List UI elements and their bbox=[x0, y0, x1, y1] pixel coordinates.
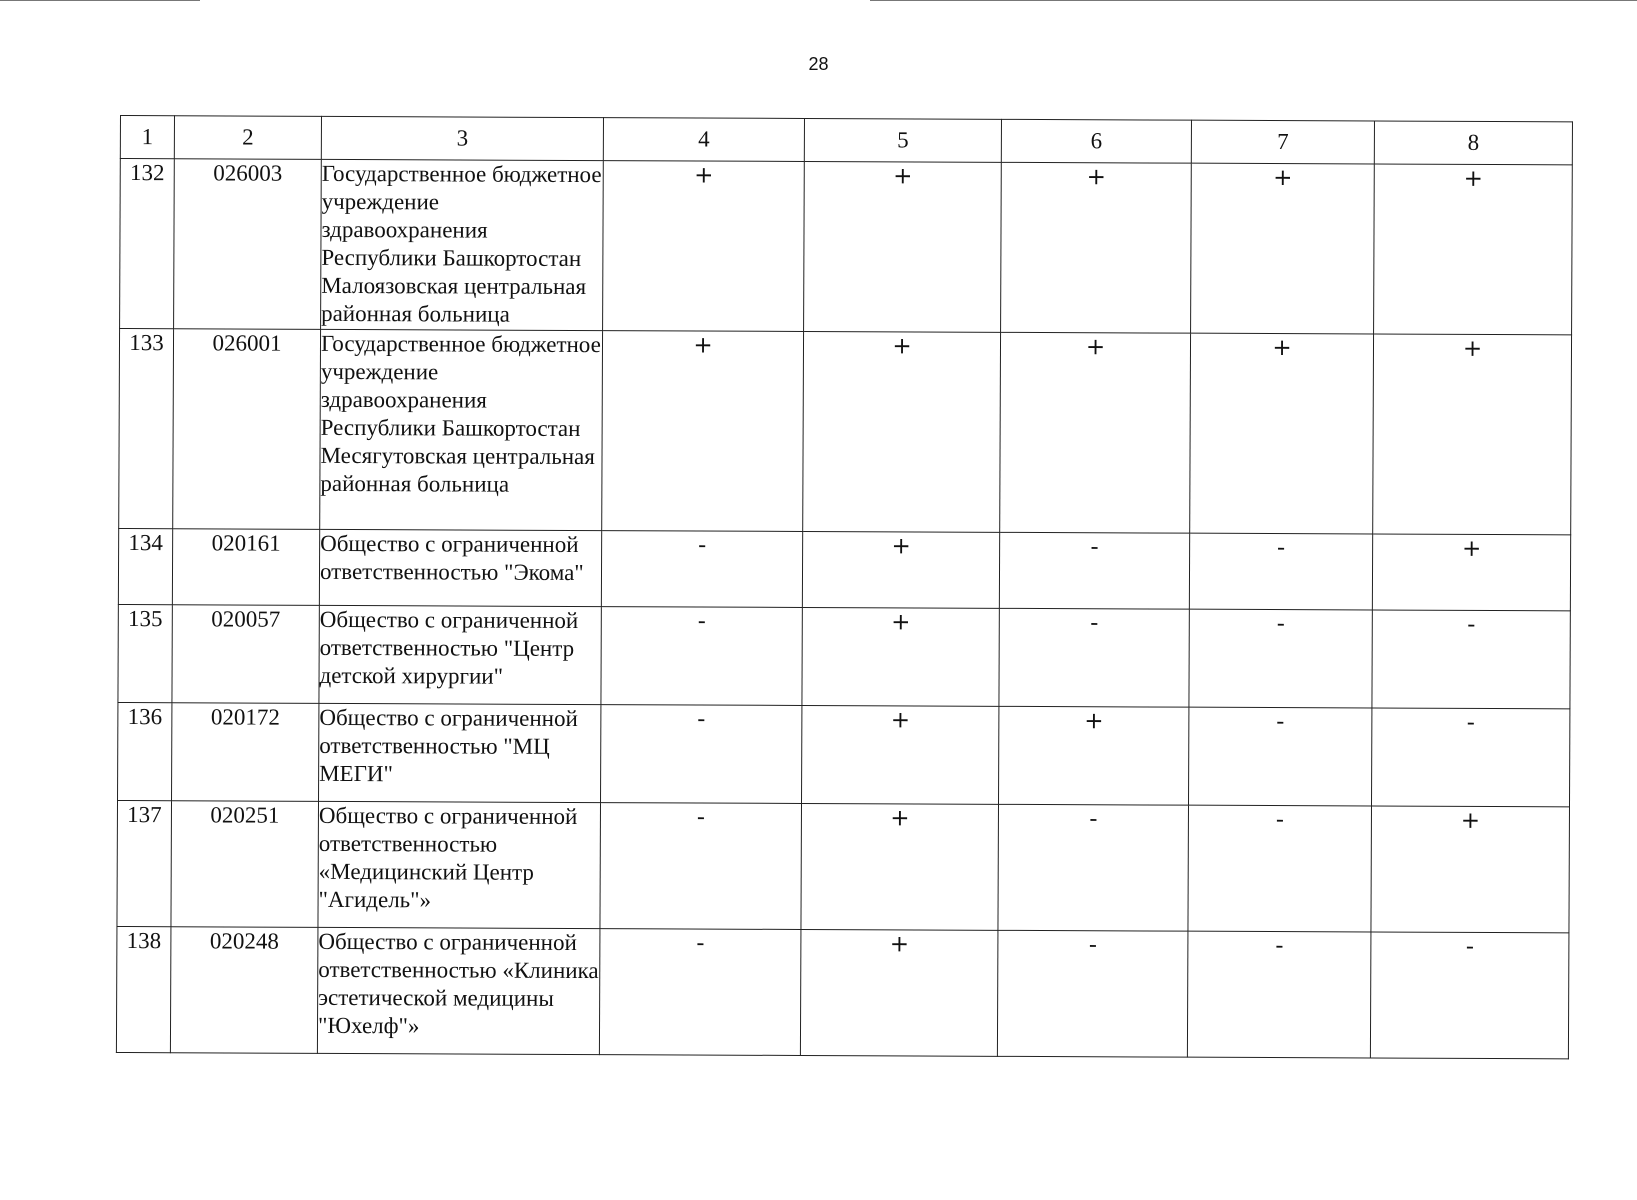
table-row bbox=[116, 926, 1569, 1058]
org-name: Государственное бюджетное учреждение здравоохранения Республики Башкортостан Месягутовская центральная районная больница bbox=[320, 329, 603, 530]
mark-cell: + bbox=[802, 705, 999, 804]
org-name: Общество с ограниченной ответственностью "МЦ МЕГИ" bbox=[319, 703, 601, 802]
row-number: 136 bbox=[118, 702, 172, 800]
column-header: 6 bbox=[1001, 119, 1191, 163]
table-row bbox=[118, 604, 1570, 708]
column-header: 1 bbox=[120, 116, 174, 159]
mark-cell: - bbox=[1371, 708, 1569, 807]
row-number: 137 bbox=[117, 800, 172, 926]
table-row bbox=[118, 702, 1570, 806]
mark-cell: - bbox=[1187, 931, 1371, 1058]
org-code: 020057 bbox=[172, 605, 319, 704]
mark-cell: - bbox=[1372, 610, 1570, 709]
column-header: 5 bbox=[804, 118, 1001, 162]
mark-cell: - bbox=[601, 705, 802, 804]
mark-cell: + bbox=[1371, 806, 1570, 933]
mark-cell: + bbox=[1374, 164, 1573, 335]
mark-cell: + bbox=[803, 331, 1001, 532]
page-number: 28 bbox=[808, 54, 829, 74]
org-name: Общество с ограниченной ответственностью "Центр детской хирургии" bbox=[319, 605, 601, 704]
mark-cell: + bbox=[1372, 534, 1570, 611]
mark-cell: - bbox=[1189, 609, 1372, 708]
mark-cell: + bbox=[801, 803, 999, 930]
column-header: 3 bbox=[321, 116, 603, 160]
mark-cell: + bbox=[1001, 162, 1192, 333]
mark-cell: - bbox=[601, 607, 802, 706]
mark-cell: - bbox=[601, 531, 802, 608]
mark-cell: + bbox=[802, 531, 999, 608]
org-code: 026001 bbox=[173, 329, 321, 530]
scan-edge-line-left bbox=[0, 0, 200, 1]
mark-cell: - bbox=[1189, 533, 1372, 610]
org-name: Общество с ограниченной ответственностью «Медицинский Центр "Агидель"» bbox=[318, 801, 601, 928]
row-number: 132 bbox=[120, 159, 175, 329]
mark-cell: + bbox=[1191, 163, 1375, 334]
mark-cell: - bbox=[1370, 932, 1569, 1059]
mark-cell: + bbox=[602, 331, 804, 532]
column-header: 8 bbox=[1374, 121, 1572, 165]
mark-cell: + bbox=[1373, 334, 1572, 535]
table-row bbox=[120, 159, 1573, 335]
row-number: 135 bbox=[118, 604, 172, 702]
mark-cell: + bbox=[802, 607, 999, 706]
mark-cell: + bbox=[1000, 332, 1191, 533]
column-header: 7 bbox=[1191, 120, 1374, 164]
org-code: 020161 bbox=[172, 529, 319, 606]
mark-cell: + bbox=[1190, 333, 1374, 534]
register-table bbox=[116, 115, 1573, 1059]
mark-cell: - bbox=[997, 930, 1188, 1057]
mark-cell: + bbox=[804, 161, 1002, 332]
mark-cell: - bbox=[599, 929, 801, 1056]
org-name: Государственное бюджетное учреждение здравоохранения Республики Башкортостан Малоязовская центральная районная больница bbox=[321, 159, 604, 330]
mark-cell: + bbox=[603, 161, 805, 332]
mark-cell: - bbox=[998, 804, 1189, 931]
table-row bbox=[117, 800, 1570, 932]
org-code: 020248 bbox=[170, 927, 318, 1054]
row-number: 138 bbox=[116, 926, 171, 1052]
table-row bbox=[118, 528, 1570, 610]
row-number: 133 bbox=[119, 329, 174, 529]
mark-cell: - bbox=[999, 532, 1189, 609]
org-code: 020172 bbox=[172, 703, 319, 802]
column-header: 2 bbox=[174, 116, 321, 160]
org-name: Общество с ограниченной ответственностью "Экома" bbox=[319, 529, 601, 606]
mark-cell: - bbox=[600, 803, 802, 930]
table-header-row bbox=[120, 116, 1572, 165]
org-name: Общество с ограниченной ответственностью «Клиника эстетической медицины "Юхелф"» bbox=[317, 927, 600, 1054]
mark-cell: - bbox=[1188, 707, 1371, 806]
row-number: 134 bbox=[118, 528, 172, 604]
mark-cell: + bbox=[800, 929, 998, 1056]
org-code: 026003 bbox=[174, 159, 322, 330]
table-row bbox=[119, 329, 1572, 535]
column-header: 4 bbox=[603, 118, 804, 162]
mark-cell: - bbox=[1188, 805, 1372, 932]
mark-cell: - bbox=[999, 608, 1189, 707]
org-code: 020251 bbox=[171, 801, 319, 928]
mark-cell: + bbox=[999, 706, 1189, 805]
scan-edge-line-right bbox=[870, 0, 1637, 1]
